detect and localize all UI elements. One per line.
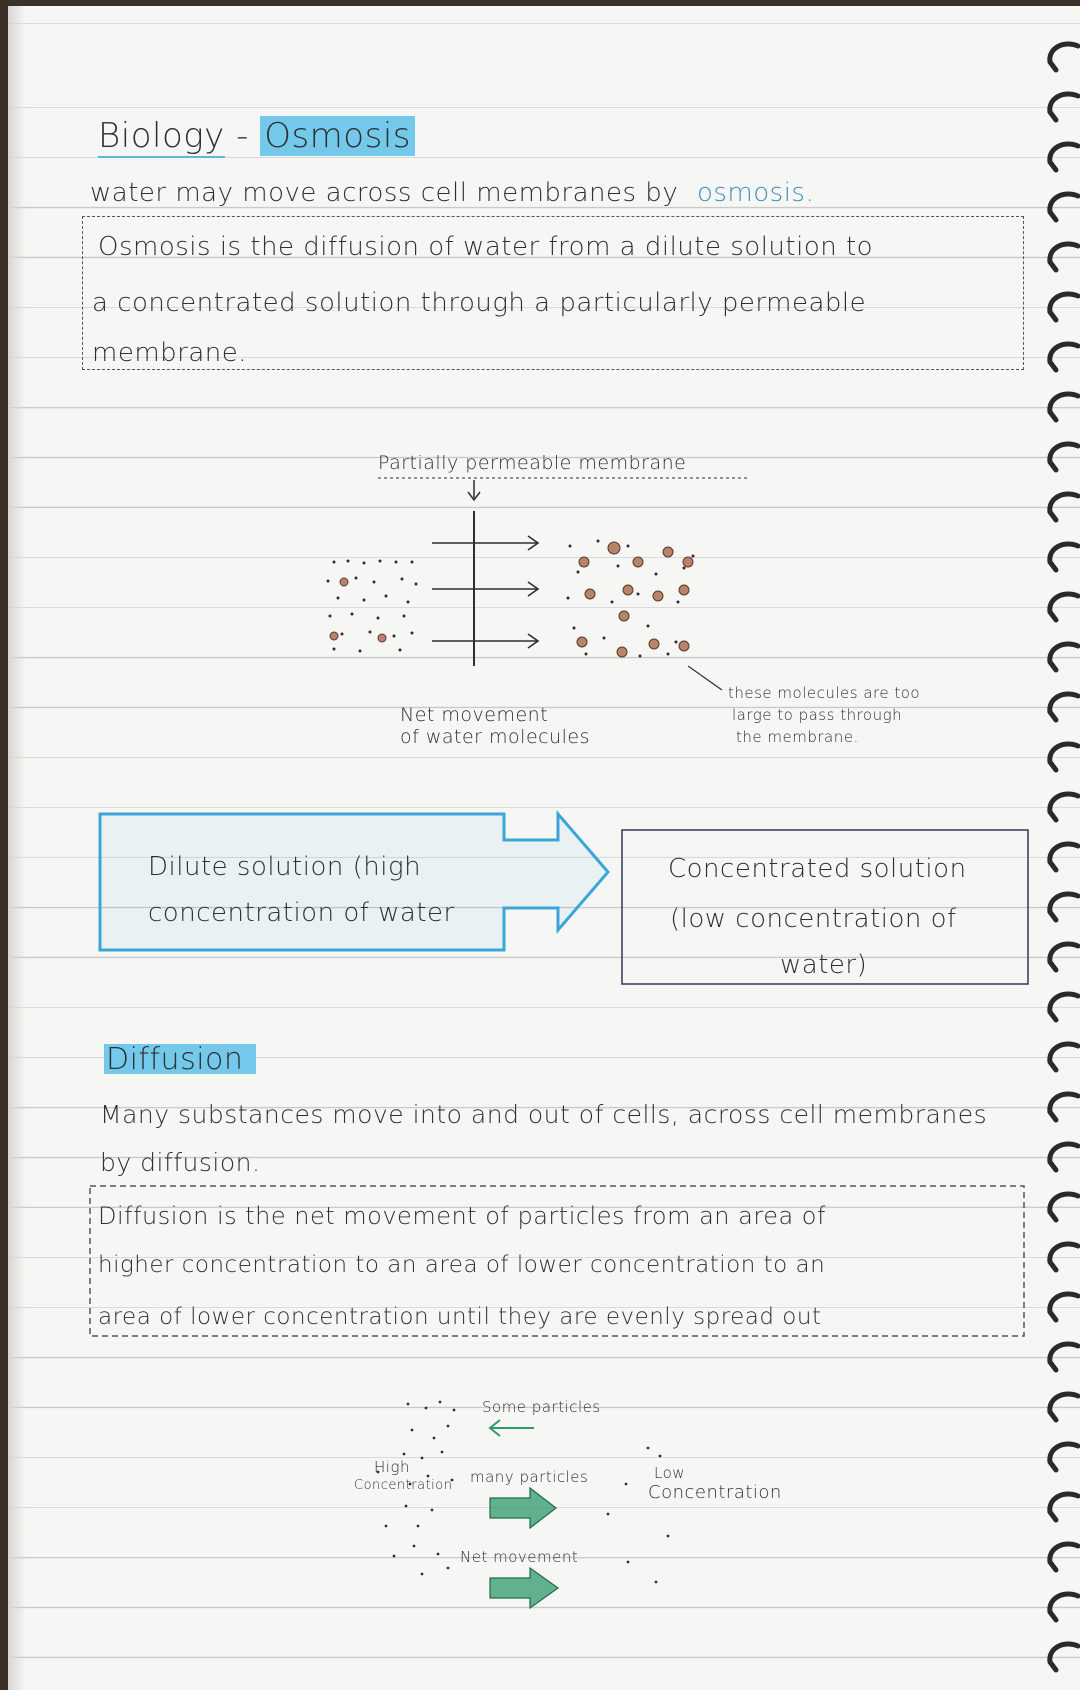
membrane-label: Partially permeable membrane bbox=[378, 452, 687, 474]
spiral-coil bbox=[1050, 344, 1078, 370]
spiral-coil bbox=[1050, 644, 1078, 670]
spiral-coil bbox=[1050, 594, 1078, 620]
spiral-coil bbox=[1050, 694, 1078, 720]
dilute-line1: Dilute solution (high bbox=[148, 852, 422, 882]
osmosis-diagram bbox=[8, 6, 1080, 1690]
net-movement-label-2: of water molecules bbox=[400, 726, 590, 748]
spiral-coil bbox=[1050, 1494, 1078, 1520]
spiral-coil bbox=[1050, 1244, 1078, 1270]
net-movement-label: Net movement bbox=[460, 1548, 579, 1566]
spiral-coil bbox=[1050, 744, 1078, 770]
spiral-coil bbox=[1050, 1194, 1078, 1220]
osmosis-intro-term: osmosis. bbox=[696, 178, 815, 208]
spiral-coil bbox=[1050, 944, 1078, 970]
diffusion-def-line2: higher concentration to an area of lower concentration to an bbox=[98, 1252, 826, 1278]
molecule-note-1: these molecules are too bbox=[728, 684, 921, 702]
spiral-coil bbox=[1050, 544, 1078, 570]
spiral-coil bbox=[1050, 394, 1078, 420]
spiral-coil bbox=[1050, 1144, 1078, 1170]
spiral-coil bbox=[1050, 1044, 1078, 1070]
spiral-coil bbox=[1050, 1594, 1078, 1620]
dilute-line2: concentration of water bbox=[148, 898, 455, 928]
spiral-coil bbox=[1050, 1544, 1078, 1570]
molecule-note-2: large to pass through bbox=[732, 706, 903, 724]
spiral-coil bbox=[1050, 1394, 1078, 1420]
low-label: Low bbox=[654, 1464, 686, 1482]
many-particles-label: many particles bbox=[470, 1468, 589, 1486]
concentrated-line2: (low concentration of bbox=[670, 904, 957, 934]
spiral-coil bbox=[1050, 44, 1078, 70]
diffusion-def-line1: Diffusion is the net movement of particles from an area of bbox=[98, 1202, 826, 1230]
net-movement-arrow bbox=[490, 1568, 558, 1608]
net-movement-label-1: Net movement bbox=[400, 704, 549, 726]
spiral-coil bbox=[1050, 794, 1078, 820]
spiral-coil bbox=[1050, 1094, 1078, 1120]
dilute-arrow bbox=[100, 814, 608, 950]
concentrated-line1: Concentrated solution bbox=[668, 854, 967, 884]
spiral-coil bbox=[1050, 144, 1078, 170]
osmosis-def-line2: a concentrated solution through a particularly permeable bbox=[92, 288, 867, 318]
spiral-coil bbox=[1050, 994, 1078, 1020]
molecule-note-3: the membrane. bbox=[736, 728, 859, 746]
spiral-coil bbox=[1050, 1644, 1078, 1670]
high-label: High bbox=[374, 1458, 410, 1476]
spiral-coil bbox=[1050, 494, 1078, 520]
spiral-coil bbox=[1050, 444, 1078, 470]
spiral-coil bbox=[1050, 94, 1078, 120]
title-subject: Biology bbox=[98, 116, 225, 156]
low-concentration-label: Concentration bbox=[648, 1482, 782, 1503]
diffusion-def-line3: area of lower concentration until they are evenly spread out bbox=[98, 1304, 822, 1330]
some-particles-label: Some particles bbox=[482, 1398, 601, 1416]
spiral-coil bbox=[1050, 244, 1078, 270]
spiral-coil bbox=[1050, 844, 1078, 870]
osmosis-def-line1: Osmosis is the diffusion of water from a dilute solution to bbox=[98, 232, 874, 262]
high-concentration-label: Concentration bbox=[354, 1478, 453, 1493]
spiral-coil bbox=[1050, 194, 1078, 220]
spiral-coil bbox=[1050, 1444, 1078, 1470]
title-separator: - bbox=[236, 116, 249, 156]
spiral-coil bbox=[1050, 894, 1078, 920]
diffusion-intro-line1: Many substances move into and out of cells, across cell membranes bbox=[100, 1100, 988, 1129]
diffusion-title: Diffusion bbox=[106, 1042, 244, 1077]
diffusion-intro-line2: by diffusion. bbox=[100, 1148, 261, 1177]
spiral-coil bbox=[1050, 1344, 1078, 1370]
concentrated-line3: water) bbox=[780, 950, 868, 980]
spiral-binding bbox=[1034, 6, 1080, 1690]
title-topic: Osmosis bbox=[260, 116, 415, 156]
osmosis-intro-text: water may move across cell membranes by bbox=[90, 178, 679, 208]
spiral-coil bbox=[1050, 294, 1078, 320]
spiral-coil bbox=[1050, 1294, 1078, 1320]
notebook-page bbox=[8, 6, 1080, 1690]
osmosis-def-line3: membrane. bbox=[92, 338, 248, 368]
many-particles-arrow bbox=[490, 1488, 556, 1528]
